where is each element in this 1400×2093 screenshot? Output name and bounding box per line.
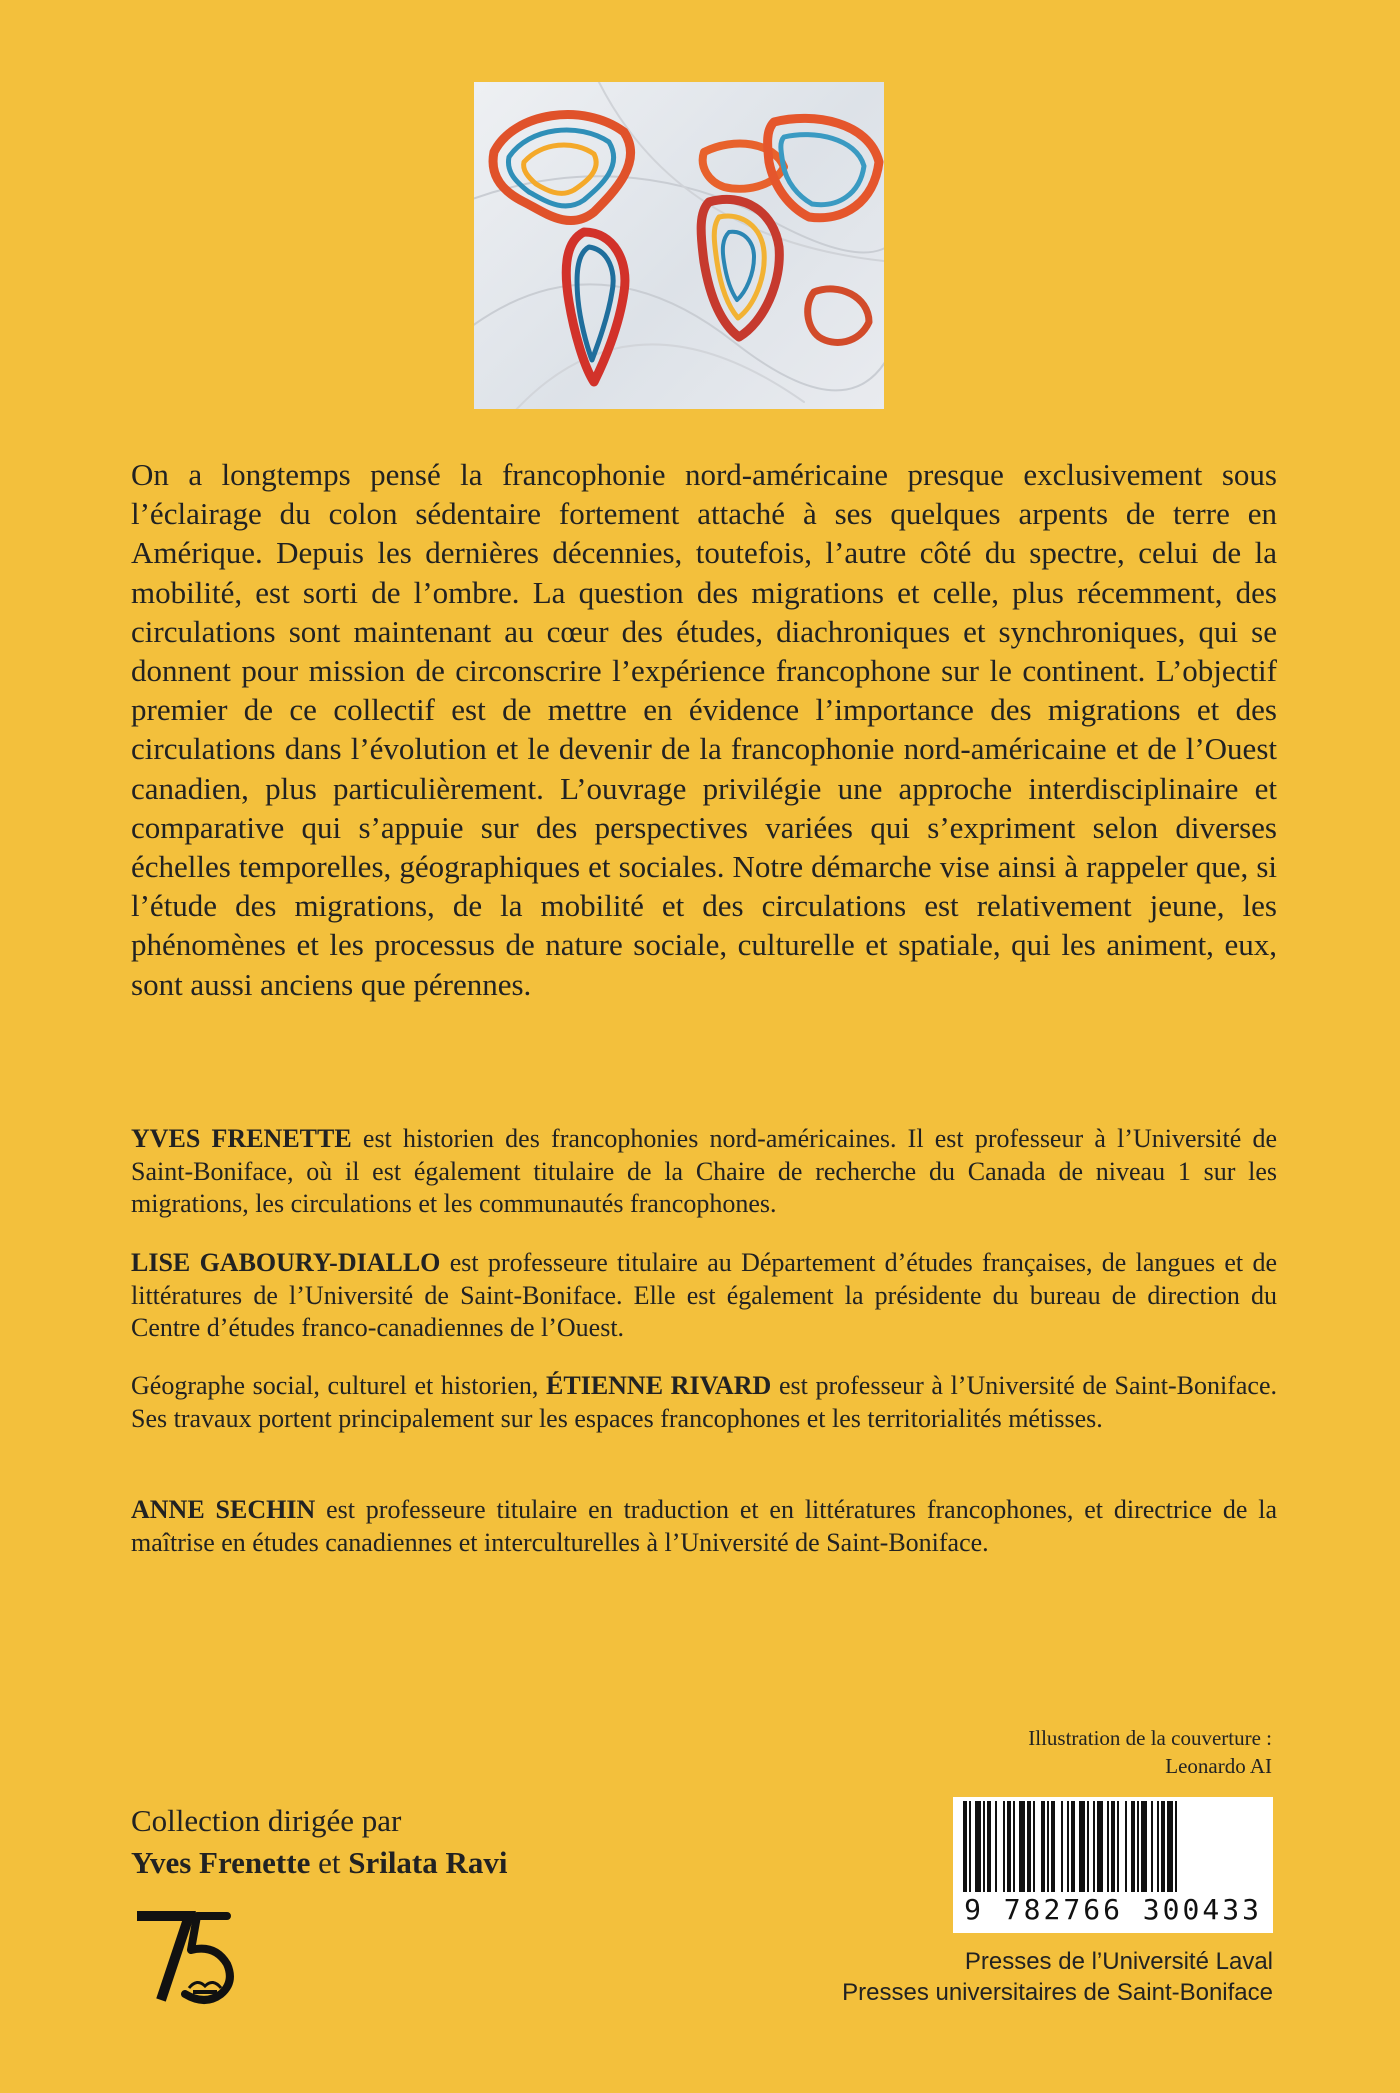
isbn-number: 9 782766 300433	[964, 1893, 1262, 1926]
barcode-bar	[995, 1801, 997, 1892]
publishers	[842, 1946, 1273, 2008]
barcode-bar	[969, 1801, 971, 1892]
barcode-bar	[1097, 1801, 1103, 1892]
barcode-bar	[1137, 1801, 1139, 1892]
barcode-bar	[1167, 1801, 1173, 1892]
author-name: YVES FRENETTE	[131, 1124, 352, 1153]
barcode-bar	[1003, 1801, 1005, 1892]
barcode-bar	[1033, 1801, 1035, 1892]
barcode-bars	[959, 1801, 1267, 1892]
barcode-bar	[1041, 1801, 1045, 1892]
barcode-bar	[1117, 1801, 1119, 1892]
barcode-bar	[1019, 1801, 1025, 1892]
barcode-bar	[1071, 1801, 1075, 1892]
barcode-bar	[1125, 1801, 1127, 1892]
illustration-credit	[1028, 1724, 1272, 1780]
barcode-bar	[983, 1801, 985, 1892]
publisher-laval: Presses de l’Université Laval	[964, 1948, 1273, 1975]
barcode-bar	[1027, 1801, 1031, 1892]
barcode-bar	[1051, 1801, 1055, 1892]
barcode-bar	[1141, 1801, 1147, 1892]
barcode-bar	[1093, 1801, 1095, 1892]
author-bio-frenette: YVES FRENETTE est historien des francophonies nord-américaines. Il est professeur à l’Université de Saint-Boniface, où il est également titulaire de la Chaire de recherche du Canada de niveau 1 sur les migrations, les circulations et les communautés francophones.	[131, 1124, 1277, 1218]
collection-directors	[131, 1800, 508, 1884]
75-anniversary-logo-icon	[131, 1908, 246, 2008]
barcode-bar	[1047, 1801, 1049, 1892]
barcode-bar	[1067, 1801, 1069, 1892]
credit-source: Leonardo AI	[1165, 1754, 1272, 1778]
world-map-paper-art-icon	[474, 82, 884, 409]
barcode-bar	[1175, 1801, 1177, 1892]
barcode-bar	[987, 1801, 991, 1892]
barcode-bar	[1157, 1801, 1159, 1892]
publisher-saint-boniface: Presses universitaires de Saint-Boniface	[842, 1979, 1273, 2006]
barcode-bar	[1131, 1801, 1135, 1892]
collection-names: Yves Frenette et Srilata Ravi	[131, 1845, 508, 1880]
barcode-bar	[1061, 1801, 1063, 1892]
barcode-bar	[1087, 1801, 1089, 1892]
barcode-bar	[975, 1801, 981, 1892]
barcode-bar	[1161, 1801, 1165, 1892]
barcode-bar	[963, 1801, 967, 1892]
author-name: LISE GABOURY-DIALLO	[131, 1248, 441, 1277]
barcode-bar	[1111, 1801, 1115, 1892]
collection-label: Collection dirigée par	[131, 1803, 402, 1838]
barcode-bar	[1107, 1801, 1109, 1892]
isbn-barcode	[953, 1797, 1273, 1933]
barcode-bar	[1007, 1801, 1011, 1892]
author-bio-gaboury-diallo: LISE GABOURY-DIALLO est professeure titulaire au Département d’études françaises, de langues et de littératures de l’Université de Saint-Boniface. Elle est également la présidente du bureau de direction du Centre d’études franco-canadiennes de l’Ouest.	[131, 1248, 1277, 1342]
credit-label: Illustration de la couverture :	[1028, 1726, 1272, 1750]
back-cover-summary: On a longtemps pensé la francophonie nord-américaine presque exclusivement sous l’éclairage du colon sédentaire fortement attaché à ses quelques arpents de terre en Amérique. Depuis les dernières décennies, toutefois, l’autre côté du spectre, celui de la mobilité, est sorti de l’ombre. La question des migrations et celle, plus récemment, des circulations sont maintenant au cœur des études, diachroniques et synchroniques, qui se donnent pour mission de circonscrire l’expérience francophone sur le continent. L’objectif premier de ce collectif est de mettre en évidence l’importance des migrations et des circulations dans l’évolution et le devenir de la francophonie nord-américaine et de l’Ouest canadien, plus particulièrement. L’ouvrage privilégie une approche interdisciplinaire et comparative qui s’appuie sur des perspectives variées qui s’expriment selon diverses échelles temporelles, géographiques et sociales. Notre démarche vise ainsi à rappeler que, si l’étude des migrations, de la mobilité et des circulations est relativement jeune, les phénomènes et les processus de nature sociale, culturelle et spatiale, qui les animent, eux, sont aussi anciens que pérennes.	[131, 457, 1277, 1002]
author-name: ÉTIENNE RIVARD	[546, 1371, 772, 1400]
barcode-bar	[1079, 1801, 1085, 1892]
cover-illustration	[474, 82, 884, 409]
barcode-bar	[1151, 1801, 1153, 1892]
author-bio-sechin: ANNE SECHIN est professeure titulaire en traduction et en littératures francophones, et directrice de la maîtrise en études canadiennes et interculturelles à l’Université de Saint-Boniface.	[131, 1495, 1277, 1557]
barcode-bar	[1013, 1801, 1015, 1892]
author-bio-rivard: Géographe social, culturel et historien, ÉTIENNE RIVARD est professeur à l’Université de Saint-Boniface. Ses travaux portent principalement sur les espaces francophones et les territorialités métisses.	[131, 1371, 1278, 1433]
author-name: ANNE SECHIN	[131, 1495, 316, 1524]
